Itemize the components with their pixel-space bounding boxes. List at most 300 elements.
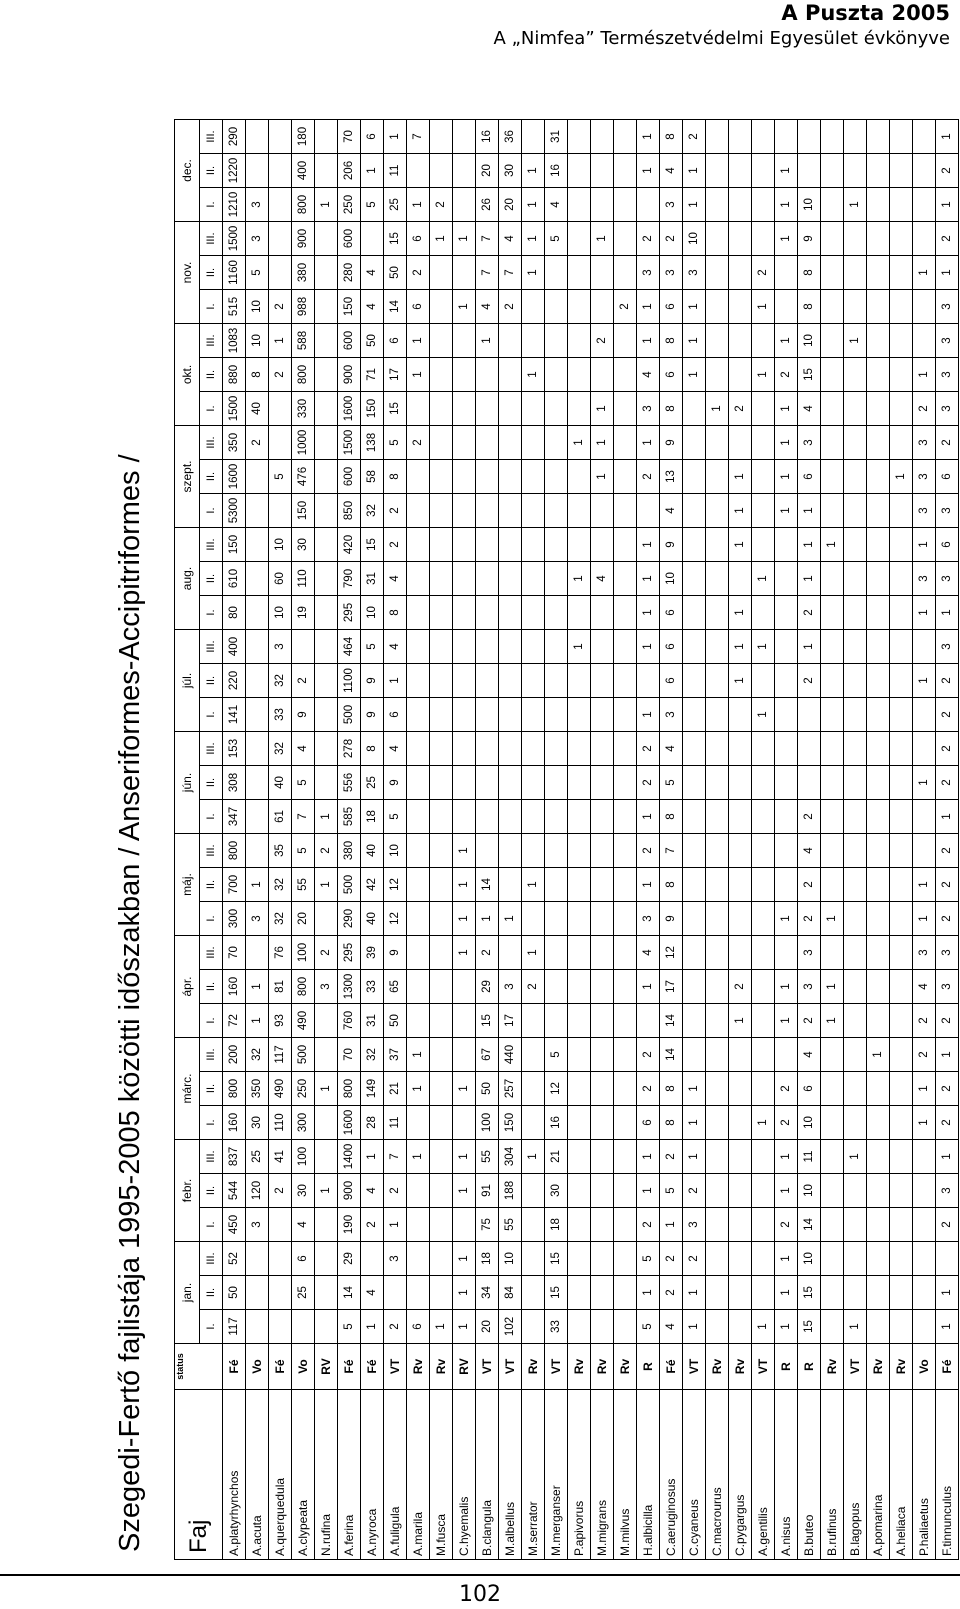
table-row [269,120,292,1560]
count-cell: 4 [591,562,614,596]
count-cell [499,630,522,664]
count-cell [269,392,292,426]
count-cell: 1 [683,1310,706,1344]
count-cell [867,392,890,426]
count-cell: 15 [384,222,407,256]
count-cell [706,1140,729,1174]
count-cell: 1 [568,426,591,460]
count-cell [890,1004,913,1038]
month-header: jan. [175,1242,200,1344]
table-row [706,120,729,1560]
count-cell [430,256,453,290]
count-cell: 18 [361,800,384,834]
count-cell: 39 [361,936,384,970]
count-cell [568,1106,591,1140]
count-cell [637,494,660,528]
count-cell [706,324,729,358]
count-cell: 2 [936,1004,959,1038]
count-cell: 4 [660,732,683,766]
species-status: Rv [614,1344,637,1390]
decade-header: I. [200,494,223,528]
count-cell: 500 [338,868,361,902]
count-cell: 2 [269,1174,292,1208]
count-cell [430,834,453,868]
count-cell [407,698,430,732]
count-cell: 8 [660,1106,683,1140]
count-cell: 8 [660,324,683,358]
species-status: R [798,1344,821,1390]
count-cell: 19 [292,596,315,630]
count-cell [775,630,798,664]
count-cell: 1 [913,528,936,562]
count-cell [867,868,890,902]
count-cell [890,732,913,766]
count-cell [568,188,591,222]
count-cell [683,766,706,800]
count-cell: 350 [223,426,246,460]
count-cell: 1 [752,358,775,392]
count-cell: 117 [269,1038,292,1072]
count-cell: 1 [637,800,660,834]
count-cell [729,256,752,290]
count-cell: 1 [453,902,476,936]
count-cell: 30 [292,528,315,562]
count-cell: 1 [315,1174,338,1208]
count-cell: 2 [936,732,959,766]
count-cell [775,290,798,324]
count-cell [752,392,775,426]
count-cell: 1 [775,1174,798,1208]
count-cell [867,936,890,970]
count-cell [545,800,568,834]
count-cell: 4 [361,1276,384,1310]
count-cell: 1300 [338,970,361,1004]
count-cell: 3 [913,426,936,460]
count-cell [844,970,867,1004]
count-cell: 2 [936,664,959,698]
count-cell [913,222,936,256]
count-cell: 40 [246,392,269,426]
count-cell [821,1140,844,1174]
count-cell [568,1310,591,1344]
table-row [292,120,315,1560]
decade-header: II. [200,766,223,800]
count-cell [614,358,637,392]
count-cell: 1160 [223,256,246,290]
count-cell [683,426,706,460]
count-cell: 21 [384,1072,407,1106]
count-cell: 20 [499,188,522,222]
count-cell [821,1242,844,1276]
count-cell: 1 [844,1140,867,1174]
count-cell [706,970,729,1004]
count-cell [591,970,614,1004]
count-cell [890,970,913,1004]
count-cell [821,256,844,290]
count-cell [890,834,913,868]
count-cell [867,426,890,460]
count-cell [867,800,890,834]
count-cell [913,732,936,766]
count-cell: 1 [430,1310,453,1344]
count-cell: 160 [223,1106,246,1140]
count-cell [430,1140,453,1174]
count-cell: 1 [315,188,338,222]
count-cell: 3 [269,630,292,664]
count-cell [545,834,568,868]
count-cell: 1 [775,1242,798,1276]
count-cell [729,1072,752,1106]
count-cell: 100 [292,936,315,970]
species-status: R [637,1344,660,1390]
count-cell [683,902,706,936]
count-cell [867,630,890,664]
species-status: VT [476,1344,499,1390]
count-cell [614,1140,637,1174]
count-cell [752,766,775,800]
count-cell: 3 [637,392,660,426]
count-cell: 3 [936,970,959,1004]
count-cell [453,494,476,528]
count-cell: 760 [338,1004,361,1038]
count-cell [706,1276,729,1310]
count-cell: 8 [660,120,683,154]
count-cell: 15 [545,1242,568,1276]
count-cell: 380 [338,834,361,868]
count-cell: 1 [752,698,775,732]
count-cell [706,1310,729,1344]
count-cell [706,256,729,290]
count-cell: 42 [361,868,384,902]
species-name: B.buteo [798,1390,821,1560]
count-cell [568,120,591,154]
count-cell [522,1208,545,1242]
count-cell [844,528,867,562]
count-cell: 2 [936,1072,959,1106]
count-cell: 12 [384,868,407,902]
count-cell: 102 [499,1310,522,1344]
count-cell: 100 [476,1106,499,1140]
count-cell [568,664,591,698]
count-cell [545,664,568,698]
count-cell [246,936,269,970]
count-cell: 1 [591,222,614,256]
count-cell [913,698,936,732]
count-cell [407,834,430,868]
count-cell [453,188,476,222]
count-cell [522,596,545,630]
count-cell: 1 [913,664,936,698]
count-cell [315,630,338,664]
decade-header: I. [200,1310,223,1344]
count-cell [522,494,545,528]
count-cell [591,120,614,154]
count-cell [844,1038,867,1072]
table-row [936,120,959,1560]
decade-header: III. [200,732,223,766]
count-cell [706,120,729,154]
count-cell [614,664,637,698]
count-cell [821,1072,844,1106]
count-cell: 117 [223,1310,246,1344]
count-cell: 3 [798,936,821,970]
count-cell [913,120,936,154]
count-cell: 32 [269,902,292,936]
count-cell: 1 [591,392,614,426]
count-cell: 3 [936,936,959,970]
species-status: Fé [361,1344,384,1390]
count-cell [890,324,913,358]
count-cell: 1 [775,1276,798,1310]
count-cell [706,1106,729,1140]
count-cell [821,324,844,358]
count-cell: 1 [407,188,430,222]
count-cell [913,834,936,868]
count-cell: 1 [775,902,798,936]
count-cell: 1 [706,392,729,426]
count-cell [844,766,867,800]
count-cell [683,494,706,528]
count-cell: 2 [315,936,338,970]
count-cell: 600 [338,324,361,358]
count-cell: 25 [246,1140,269,1174]
count-cell [522,290,545,324]
count-cell: 837 [223,1140,246,1174]
count-cell [246,120,269,154]
count-cell [729,936,752,970]
count-cell [867,902,890,936]
count-cell [568,528,591,562]
count-cell: 2 [660,1276,683,1310]
count-cell: 10 [269,596,292,630]
count-cell [844,358,867,392]
count-cell [706,936,729,970]
count-cell [890,664,913,698]
count-cell: 10 [683,222,706,256]
count-cell [637,188,660,222]
count-cell [522,528,545,562]
count-cell: 50 [361,324,384,358]
count-cell [430,392,453,426]
count-cell: 11 [384,154,407,188]
count-cell: 4 [660,1310,683,1344]
count-cell [913,188,936,222]
count-cell: 2 [798,868,821,902]
count-cell [568,902,591,936]
count-cell [476,766,499,800]
count-cell [568,460,591,494]
count-cell: 150 [499,1106,522,1140]
count-cell: 3 [660,256,683,290]
count-cell [499,766,522,800]
count-cell: 150 [361,392,384,426]
count-cell [775,664,798,698]
count-cell [407,1174,430,1208]
count-cell: 32 [269,868,292,902]
count-cell [315,426,338,460]
count-cell: 2 [384,1174,407,1208]
count-cell: 8 [384,596,407,630]
count-cell: 1 [361,1310,384,1344]
count-cell: 1 [453,868,476,902]
count-cell: 4 [476,290,499,324]
count-cell: 1 [315,868,338,902]
count-cell [315,460,338,494]
count-cell [614,1242,637,1276]
count-cell: 2 [637,834,660,868]
decade-header: III. [200,936,223,970]
count-cell: 1 [246,868,269,902]
species-name: A.pomarina [867,1390,890,1560]
count-cell [867,324,890,358]
count-cell: 2 [798,800,821,834]
count-cell: 1 [775,392,798,426]
species-name: A.clypeata [292,1390,315,1560]
count-cell [568,1276,591,1310]
count-cell [315,290,338,324]
count-cell: 1500 [338,426,361,460]
count-cell [430,154,453,188]
count-cell [522,630,545,664]
count-cell [568,222,591,256]
count-cell: 15 [384,392,407,426]
count-cell: 1 [407,1038,430,1072]
count-cell: 1 [683,1140,706,1174]
species-name: B.rufinus [821,1390,844,1560]
count-cell: 32 [246,1038,269,1072]
count-cell: 1 [821,528,844,562]
table-row [752,120,775,1560]
count-cell: 9 [384,936,407,970]
count-cell [775,120,798,154]
count-cell: 2 [407,426,430,460]
count-cell [591,834,614,868]
count-cell: 160 [223,970,246,1004]
count-cell: 1 [522,358,545,392]
count-cell [821,596,844,630]
count-cell: 1400 [338,1140,361,1174]
count-cell: 800 [292,358,315,392]
count-cell: 1 [683,290,706,324]
count-cell: 5 [545,222,568,256]
count-cell: 5 [545,1038,568,1072]
count-cell [499,528,522,562]
count-cell [890,698,913,732]
count-cell: 4 [545,188,568,222]
species-status: Rv [568,1344,591,1390]
count-cell [430,426,453,460]
journal-title: A Puszta 2005 [781,1,950,25]
count-cell: 1 [453,222,476,256]
count-cell: 25 [361,766,384,800]
count-cell [867,664,890,698]
count-cell: 60 [269,562,292,596]
count-cell [614,426,637,460]
count-cell: 8 [361,732,384,766]
count-cell: 3 [246,1208,269,1242]
page-header [494,0,950,52]
count-cell: 1 [683,358,706,392]
decade-header: II. [200,562,223,596]
count-cell: 1 [591,426,614,460]
count-cell [614,562,637,596]
count-cell [890,120,913,154]
count-cell [614,1072,637,1106]
count-cell [384,1276,407,1310]
count-cell [522,1106,545,1140]
count-cell [890,902,913,936]
count-cell: 1 [867,1038,890,1072]
count-cell [913,1174,936,1208]
count-cell [637,1004,660,1038]
count-cell [315,732,338,766]
species-name: A.ferina [338,1390,361,1560]
count-cell [591,1038,614,1072]
count-cell: 1 [637,1140,660,1174]
count-cell: 1 [407,358,430,392]
count-cell: 6 [384,324,407,358]
count-cell [568,698,591,732]
count-cell [867,1310,890,1344]
count-cell [453,256,476,290]
count-cell: 900 [292,222,315,256]
count-cell: 2 [407,256,430,290]
count-cell [844,868,867,902]
count-cell [246,834,269,868]
count-cell [407,1208,430,1242]
count-cell: 800 [292,188,315,222]
count-cell [430,970,453,1004]
count-cell: 1 [660,1208,683,1242]
count-cell: 6 [637,1106,660,1140]
count-cell: 290 [223,120,246,154]
count-cell [729,732,752,766]
count-cell: 3 [936,494,959,528]
count-cell: 10 [361,596,384,630]
count-cell: 40 [361,834,384,868]
count-cell: 1 [453,1174,476,1208]
count-cell: 6 [384,698,407,732]
count-cell [522,698,545,732]
count-cell [729,766,752,800]
count-cell: 295 [338,936,361,970]
count-cell: 32 [361,1038,384,1072]
count-cell: 16 [545,1106,568,1140]
count-cell [430,1106,453,1140]
count-cell [729,698,752,732]
species-name: A.marila [407,1390,430,1560]
count-cell [844,494,867,528]
count-cell [591,1276,614,1310]
count-cell: 153 [223,732,246,766]
decade-header: I. [200,1208,223,1242]
count-cell [844,664,867,698]
count-cell: 2 [315,834,338,868]
count-cell [614,392,637,426]
count-cell [476,664,499,698]
count-cell [453,392,476,426]
count-cell [752,936,775,970]
count-cell [867,494,890,528]
count-cell [476,528,499,562]
count-cell [545,596,568,630]
count-cell [407,460,430,494]
count-cell [637,664,660,698]
count-cell [568,1140,591,1174]
count-cell [614,630,637,664]
count-cell: 1 [729,528,752,562]
species-name: A.heliaca [890,1390,913,1560]
